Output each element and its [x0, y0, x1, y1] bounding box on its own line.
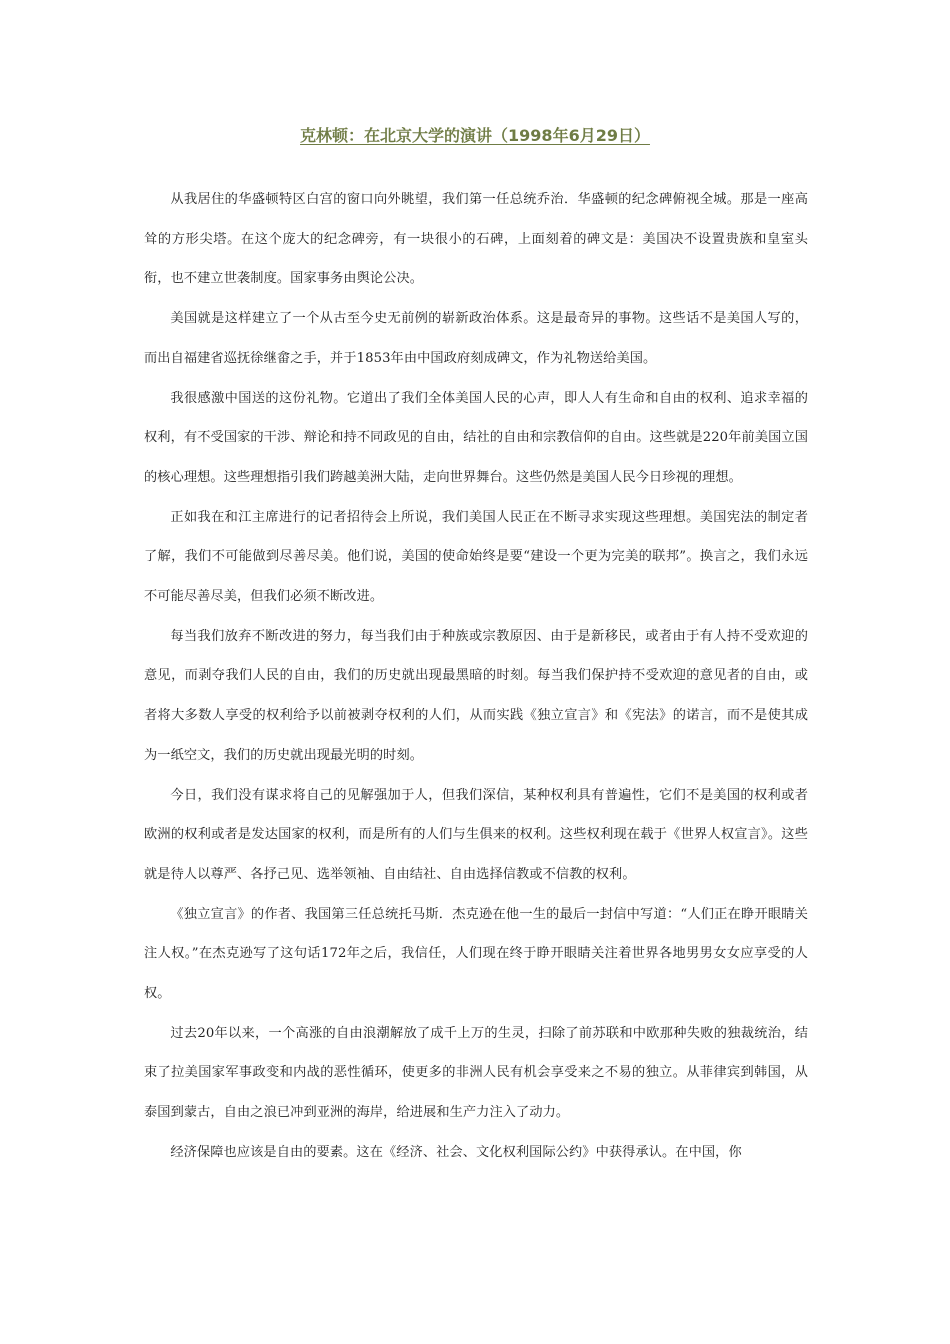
- paragraph-5: 每当我们放弃不断改进的努力，每当我们由于种族或宗教原因、由于是新移民，或者由于有人持不受欢迎的意见，而剥夺我们人民的自由，我们的历史就出现最黑暗的时刻。每当我们保护持不受欢迎的意见者的自由，或者将大多数人享受的权利给予以前被剥夺权利的人们，从而实践《独立宣言》和《宪法》的诺言，而不是使其成为一纸空文，我们的历史就出现最光明的时刻。: [144, 628, 808, 763]
- paragraph-4: 正如我在和江主席进行的记者招待会上所说，我们美国人民正在不断寻求实现这些理想。美国宪法的制定者了解，我们不可能做到尽善尽美。他们说，美国的使命始终是要“建设一个更为完美的联邦”。换言之，我们永远不可能尽善尽美，但我们必须不断改进。: [144, 509, 808, 605]
- paragraph-9: 经济保障也应该是自由的要素。这在《经济、社会、文化权利国际公约》中获得承认。在中国，你: [170, 1144, 742, 1160]
- paragraph-1: 从我居住的华盛顿特区白宫的窗口向外眺望，我们第一任总统乔治．华盛顿的纪念碑俯视全城。那是一座高耸的方形尖塔。在这个庞大的纪念碑旁，有一块很小的石碑，上面刻着的碑文是：美国决不设置贵族和皇室头衔，也不建立世袭制度。国家事务由舆论公决。: [144, 192, 808, 287]
- paragraph-2: 美国就是这样建立了一个从古至今史无前例的崭新政治体系。这是最奇异的事物。这些话不是美国人写的，而出自福建省巡抚徐继畲之手，并于1853年由中国政府刻成碑文，作为礼物送给美国。: [144, 311, 808, 366]
- document-title: [0, 124, 950, 148]
- paragraph-3: 我很感激中国送的这份礼物。它道出了我们全体美国人民的心声，即人人有生命和自由的权利、追求幸福的权利，有不受国家的干涉、辩论和持不同政见的自由，结社的自由和宗教信仰的自由。这些就是220年前美国立国的核心理想。这些理想指引我们跨越美洲大陆，走向世界舞台。这些仍然是美国人民今日珍视的理想。: [144, 390, 808, 485]
- paragraph-8: 过去20年以来，一个高涨的自由浪潮解放了成千上万的生灵，扫除了前苏联和中欧那种失败的独裁统治，结束了拉美国家军事政变和内战的恶性循环，使更多的非洲人民有机会享受来之不易的独立。从菲律宾到韩国，从泰国到蒙古，自由之浪已冲到亚洲的海岸，给进展和生产力注入了动力。: [144, 1025, 808, 1121]
- paragraph-7: 《独立宣言》的作者、我国第三任总统托马斯．杰克逊在他一生的最后一封信中写道：“人们正在睁开眼睛关注人权。”在杰克逊写了这句话172年之后，我信任，人们现在终于睁开眼睛关注着世界各地男男女女应享受的人权。: [144, 906, 808, 1002]
- document-title-text: 克林顿：在北京大学的演讲（1998年6月29日）: [300, 126, 650, 145]
- document-body: [144, 180, 808, 1173]
- paragraph-6: 今日，我们没有谋求将自己的见解强加于人，但我们深信，某种权利具有普遍性，它们不是美国的权利或者欧洲的权利或者是发达国家的权利，而是所有的人们与生俱来的权利。这些权利现在载于《世界人权宣言》。这些就是待人以尊严、各抒己见、选举领袖、自由结社、自由选择信教或不信教的权利。: [144, 787, 808, 882]
